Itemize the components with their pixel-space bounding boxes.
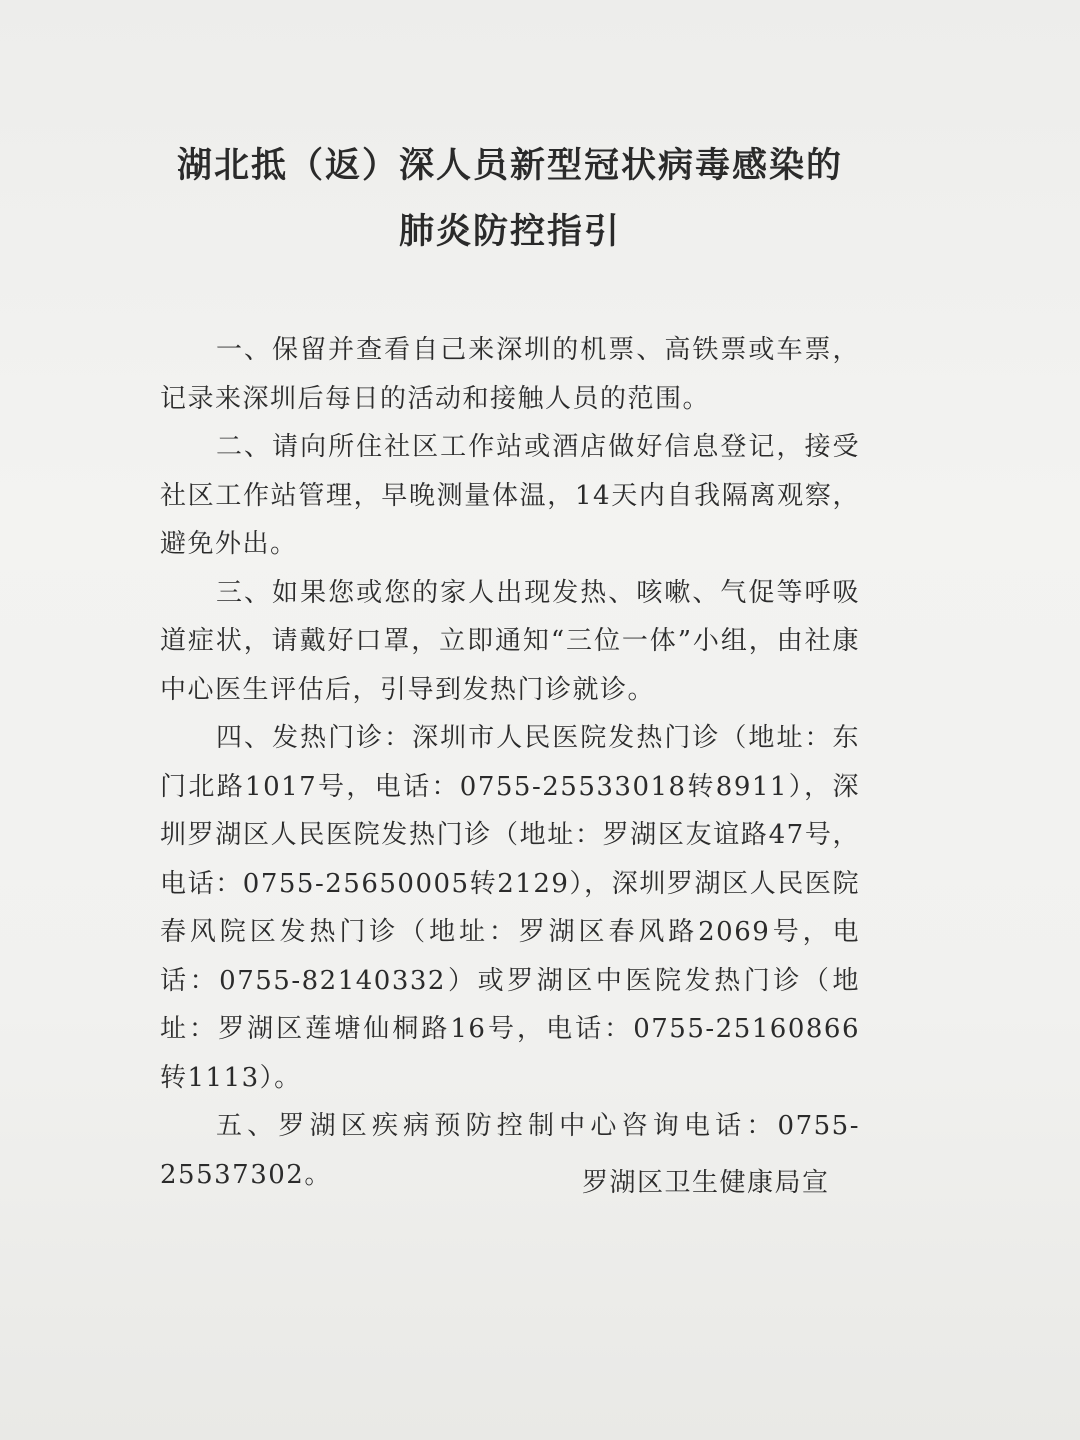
paragraph-4: 四、发热门诊：深圳市人民医院发热门诊（地址：东门北路1017号，电话：0755-25533018转8911），深圳罗湖区人民医院发热门诊（地址：罗湖区友谊路47号，电话：0755-25650005转2129），深圳罗湖区人民医院春风院区发热门诊（地址：罗湖区春风路2069号，电话：0755-82140332）或罗湖区中医院发热门诊（地址：罗湖区莲塘仙桐路16号，电话：0755-25160866转1113）。 bbox=[160, 723, 860, 1093]
document-title-line-2: 肺炎防控指引 bbox=[398, 212, 621, 252]
paragraph-2: 二、请向所住社区工作站或酒店做好信息登记，接受社区工作站管理，早晚测量体温，14天内自我隔离观察，避免外出。 bbox=[160, 432, 860, 559]
paragraph-1: 一、保留并查看自己来深圳的机票、高铁票或车票，记录来深圳后每日的活动和接触人员的范围。 bbox=[160, 335, 860, 414]
document-signature: 罗湖区卫生健康局宣 bbox=[582, 1168, 830, 1198]
paragraph-3: 三、如果您或您的家人出现发热、咳嗽、气促等呼吸道症状，请戴好口罩，立即通知“三位一体”小组，由社康中心医生评估后，引导到发热门诊就诊。 bbox=[160, 577, 860, 705]
document-body bbox=[160, 326, 860, 1199]
paragraph-5: 五、罗湖区疾病预防控制中心咨询电话：0755-25537302。 bbox=[160, 1111, 860, 1190]
document-title-line-1: 湖北抵（返）深人员新型冠状病毒感染的 bbox=[176, 146, 843, 186]
